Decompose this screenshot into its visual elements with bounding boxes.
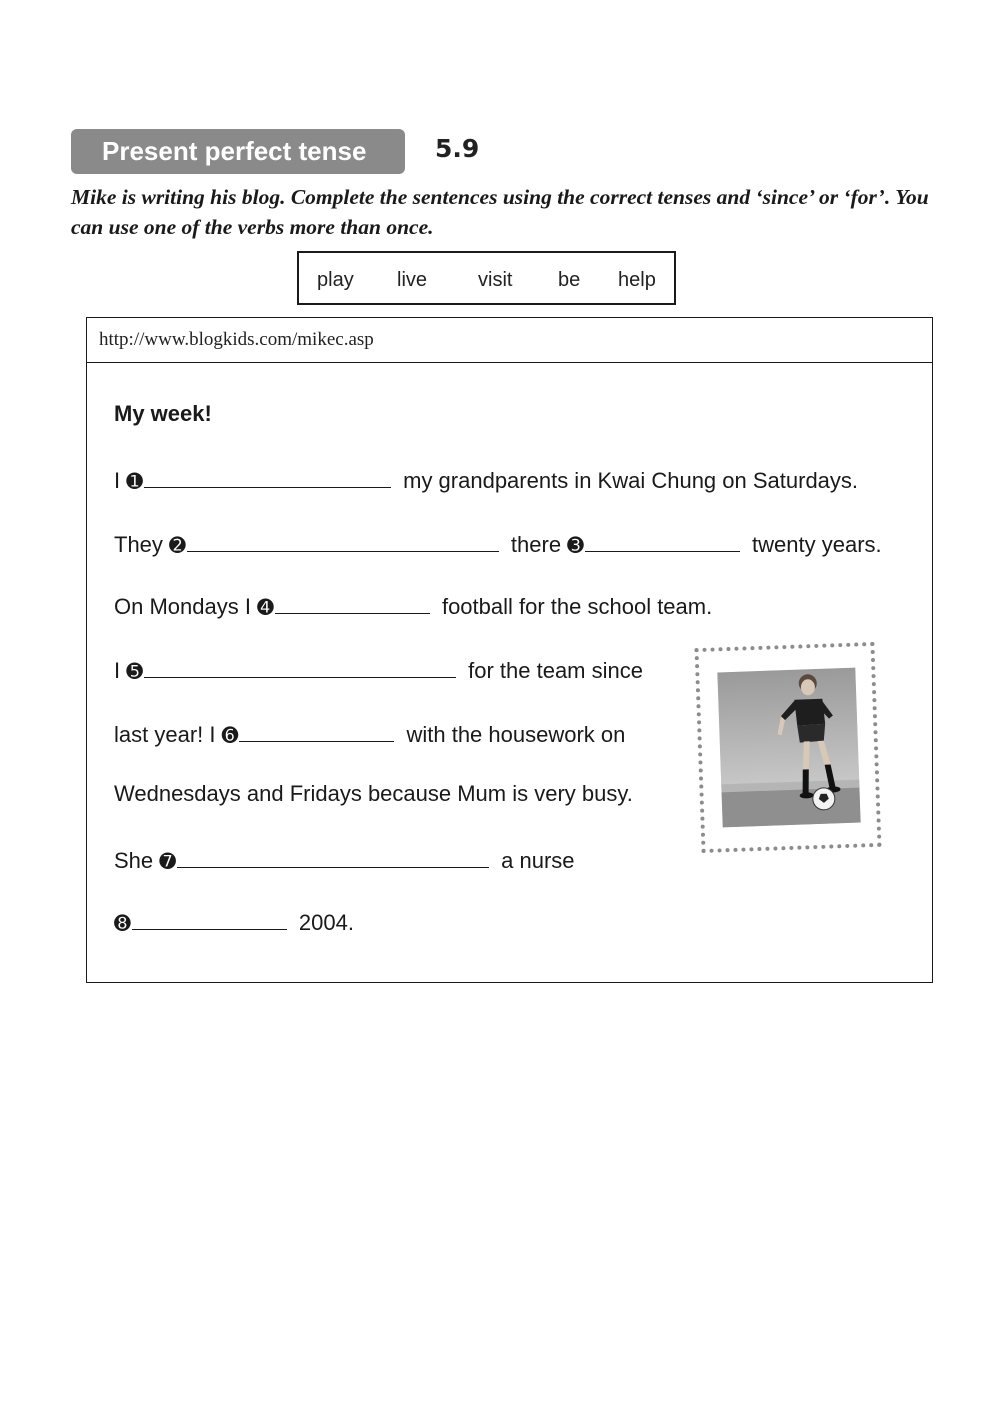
blog-line-6: Wednesdays and Fridays because Mum is very busy.	[114, 781, 633, 806]
word-bank-item: live	[397, 269, 428, 291]
word-bank-item: help	[618, 269, 656, 291]
blog-line-5	[114, 719, 625, 748]
answer-blank-7[interactable]	[177, 845, 489, 868]
line-text: last year! I	[114, 722, 222, 747]
line-text: for the team since	[462, 658, 643, 683]
section-title: Present perfect tense	[102, 136, 367, 166]
url-text: http://www.blogkids.com/mikec.asp	[99, 329, 374, 350]
question-number: ➏	[221, 723, 239, 747]
question-number: ➍	[257, 595, 274, 619]
word-bank	[297, 251, 676, 305]
question-number: ➑	[114, 911, 131, 935]
line-text: I	[114, 468, 127, 493]
line-text: I	[114, 658, 127, 683]
word-bank-item: be	[558, 269, 581, 291]
line-text: football for the school team.	[435, 594, 713, 619]
line-text: 2004.	[292, 910, 354, 935]
line-text: a nurse	[495, 848, 575, 873]
answer-blank-8[interactable]	[132, 907, 287, 930]
blog-line-4	[114, 655, 643, 684]
line-text: twenty years.	[745, 532, 882, 557]
question-number: ➊	[126, 469, 143, 493]
blog-line-3	[114, 591, 712, 620]
blog-line-1	[114, 465, 858, 494]
blog-title: My week!	[114, 401, 212, 426]
answer-blank-4[interactable]	[275, 591, 430, 614]
line-text: On Mondays I	[114, 594, 258, 619]
question-number: ➐	[159, 849, 177, 873]
section-number: 5.9	[435, 134, 480, 163]
answer-blank-5[interactable]	[144, 655, 456, 678]
football-photo-icon	[717, 668, 860, 828]
question-number: ➋	[169, 533, 186, 557]
line-text: They	[114, 532, 170, 557]
answer-blank-3[interactable]	[585, 529, 740, 552]
word-bank-item: visit	[478, 269, 513, 291]
blog-line-7	[114, 845, 575, 874]
word-bank-item: play	[317, 269, 354, 291]
blog-line-2	[114, 529, 882, 558]
answer-blank-1[interactable]	[144, 465, 391, 488]
instructions-text: Mike is writing his blog. Complete the sentences using the correct tenses and ‘since’ or ‘for’. You can use one of the verbs more than once.	[71, 185, 929, 239]
question-number: ➌	[567, 533, 584, 557]
answer-blank-6[interactable]	[239, 719, 394, 742]
blog-line-8	[114, 907, 354, 936]
line-text: with the housework on	[400, 722, 626, 747]
line-text: there	[504, 532, 568, 557]
section-title-badge	[71, 129, 405, 174]
line-text: my grandparents in Kwai Chung on Saturdays.	[397, 468, 859, 493]
question-number: ➎	[126, 659, 143, 683]
answer-blank-2[interactable]	[187, 529, 499, 552]
url-bar	[87, 318, 932, 363]
boy-playing-football-photo	[717, 668, 860, 828]
line-text: She	[114, 848, 160, 873]
